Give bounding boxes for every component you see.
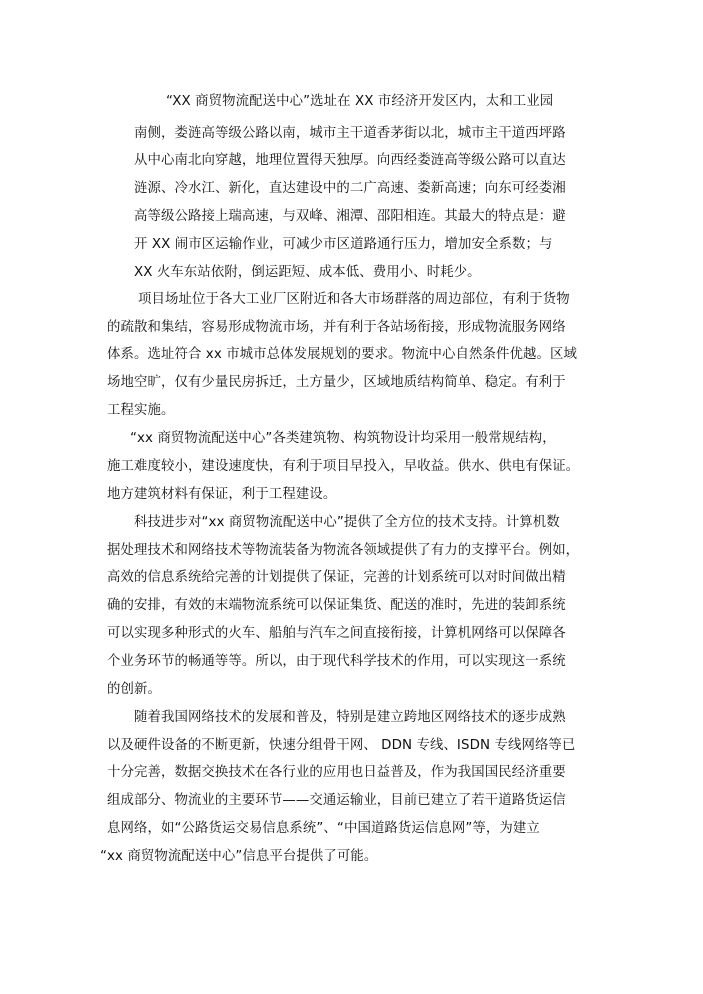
text-line: 体系。选址符合 xx 市城市总体发展规划的要求。物流中心自然条件优越。区域 [107,347,577,362]
text-line: 的疏散和集结，容易形成物流市场，并有利于各站场衔接，形成物流服务网络 [107,320,566,335]
text-line: 十分完善，数据交换技术在各行业的应用也日益普及，作为我国国民经济重要 [107,765,566,780]
text-line: 个业务环节的畅通等等。所以，由于现代科学技术的作用，可以实现这一系统 [107,654,566,669]
text-line: 高效的信息系统给完善的计划提供了保证，完善的计划系统可以对时间做出精 [107,570,566,585]
text-line: 项目场址位于各大工业厂区附近和各大市场群落的周边部位，有利于货物 [138,292,570,307]
text-line: 确的安排，有效的末端物流系统可以保证集货、配送的准时，先进的装卸系统 [107,598,566,613]
text-line: 息网络，如“公路货运交易信息系统”、“中国道路货运信息网”等，为建立 [107,821,540,836]
text-line: 以及硬件设备的不断更新，快速分组骨干网、 DDN 专线、ISDN 专线网络等已 [107,738,576,753]
text-line: “xx 商贸物流配送中心”信息平台提供了可能。 [100,849,378,864]
text-line: 组成部分、物流业的主要环节——交通运输业，目前已建立了若干道路货运信 [107,793,566,808]
text-line: 涟源、冷水江、新化，直达建设中的二广高速、娄新高速；向东可经娄湘 [134,181,566,196]
text-line: 高等级公路接上瑞高速，与双峰、湘潭、邵阳相连。其最大的特点是：避 [134,209,566,224]
text-line: 工程实施。 [107,403,175,418]
text-line: 随着我国网络技术的发展和普及，特别是建立跨地区网络技术的逐步成熟 [134,710,566,725]
text-line: 南侧，娄涟高等级公路以南，城市主干道香茅街以北，城市主干道西坪路 [134,126,566,141]
text-line: “XX 商贸物流配送中心”选址在 XX 市经济开发区内，太和工业园 [166,94,554,109]
text-line: 开 XX 闹市区运输作业，可减少市区道路通行压力，增加安全系数；与 [134,237,553,252]
text-line: 场地空旷，仅有少量民房拆迁，土方量少，区域地质结构简单、稳定。有利于 [107,375,566,390]
text-line: XX 火车东站依附，倒运距短、成本低、费用小、时耗少。 [134,265,481,280]
text-line: 科技进步对“xx 商贸物流配送中心”提供了全方位的技术支持。计算机数 [134,515,560,530]
text-line: 可以实现多种形式的火车、船舶与汽车之间直接衔接，计算机网络可以保障各 [107,626,566,641]
text-line: 从中心南北向穿越，地理位置得天独厚。向西经娄涟高等级公路可以直达 [134,153,566,168]
text-line: 施工难度较小，建设速度快，有利于项目早投入，早收益。供水、供电有保证。 [107,459,580,474]
text-line: 地方建筑材料有保证，利于工程建设。 [107,487,337,502]
text-line: 的创新。 [107,682,161,697]
text-line: “xx 商贸物流配送中心”各类建筑物、构筑物设计均采用一般常规结构， [130,431,556,446]
text-line: 据处理技术和网络技术等物流装备为物流各领域提供了有力的支撑平台。例如， [107,543,580,558]
